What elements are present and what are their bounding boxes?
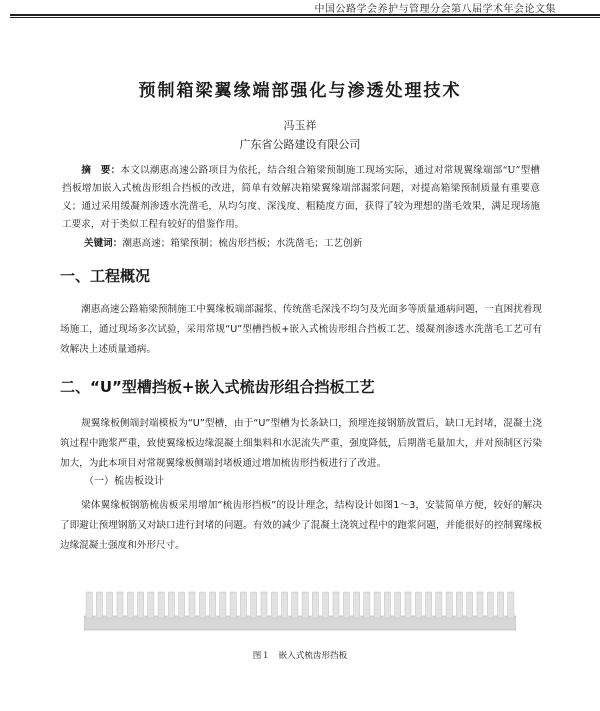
comb-tooth bbox=[333, 592, 339, 618]
subsection-heading: （一）梳齿板设计 bbox=[84, 476, 164, 487]
comb-tooth bbox=[497, 592, 503, 618]
comb-tooth bbox=[323, 592, 329, 618]
comb-tooth bbox=[508, 592, 514, 618]
comb-tooth bbox=[487, 592, 493, 618]
comb-tooth bbox=[240, 592, 246, 618]
section-1-paragraph: 潮惠高速公路箱梁预制施工中翼缘板端部漏浆、传统凿毛深浅不均匀及光面多等质量通病问题，一直困扰着现场施工，通过现场多次试验，采用常规“U”型槽挡板+嵌入式梳齿形组合挡板工艺、缓凝剂渗透水洗凿毛工艺可有效解决上述质量通病。 bbox=[60, 304, 542, 355]
keywords-text: 潮惠高速；箱梁预制；梳齿形挡板；水洗凿毛；工艺创新 bbox=[122, 238, 363, 249]
comb-tooth bbox=[302, 592, 308, 618]
comb-tooth bbox=[467, 592, 473, 618]
comb-tooth bbox=[179, 592, 185, 618]
comb-plate-figure bbox=[84, 586, 516, 638]
comb-tooth bbox=[292, 592, 298, 618]
comb-tooth bbox=[384, 592, 390, 618]
comb-tooth bbox=[281, 592, 287, 618]
comb-tooth bbox=[374, 592, 380, 618]
comb-tooth bbox=[261, 592, 267, 618]
comb-tooth bbox=[312, 592, 318, 618]
comb-tooth bbox=[436, 592, 442, 618]
section-2-paragraph: 规翼缘板侧端封端模板为“U”型槽，由于“U”型槽为长条缺口，预埋连接钢筋放置后，缺口无封堵，混凝土浇筑过程中跑浆严重，致使翼缘板边缘混凝土细集料和水泥流失严重，强度降低，后期凿毛量加大，并对预制区污染加大，为此本项目对常规翼缘板侧端封堵板通过增加梳齿形挡板进行了改进。 bbox=[60, 418, 542, 469]
comb-tooth bbox=[271, 592, 277, 618]
comb-tooth bbox=[117, 592, 123, 618]
keywords-label: 关键词： bbox=[84, 238, 123, 249]
comb-tooth bbox=[158, 592, 164, 618]
abstract-text: 本文以潮惠高速公路项目为依托，结合组合箱梁预制施工现场实际，通过对常规翼缘端部“U”型槽挡板增加嵌入式梳齿形组合挡板的改进，简单有效解决箱梁翼缘端部漏浆问题，对提高箱梁预制质量有重要意义；通过采用缓凝剂渗透水洗凿毛，从均匀度、深浅度、粗糙度方面，获得了较为理想的凿毛效果，满足现场施工要求，对于类似工程有较好的借鉴作用。 bbox=[62, 165, 540, 230]
comb-tooth bbox=[251, 592, 257, 618]
affiliation: 广东省公路建设有限公司 bbox=[239, 138, 361, 151]
comb-tooth bbox=[415, 592, 421, 618]
comb-tooth bbox=[137, 592, 143, 618]
comb-tooth bbox=[353, 592, 359, 618]
header-rule-thin bbox=[10, 17, 600, 18]
comb-tooth bbox=[199, 592, 205, 618]
section-heading-2: 二、“U”型槽挡板+嵌入式梳齿形组合挡板工艺 bbox=[60, 378, 375, 396]
abstract bbox=[62, 162, 540, 234]
comb-tooth bbox=[395, 592, 401, 618]
figure-caption: 图１ 嵌入式梳齿形挡板 bbox=[252, 651, 348, 661]
comb-tooth bbox=[148, 592, 154, 618]
comb-tooth bbox=[477, 592, 483, 618]
comb-tooth bbox=[189, 592, 195, 618]
comb-tooth bbox=[456, 592, 462, 618]
comb-tooth bbox=[209, 592, 215, 618]
comb-tooth bbox=[220, 592, 226, 618]
abstract-label: 摘 要： bbox=[81, 165, 121, 176]
subsection-paragraph: 梁体翼缘板钢筋梳齿板采用增加“梳齿形挡板”的设计理念，结构设计如图1～3，安装简单方便，较好的解决了即避让预埋钢筋又对缺口进行封堵的问题。有效的减少了混凝土浇筑过程中的跑浆问题，并能很好的控制翼缘板边缘混凝土强度和外形尺寸。 bbox=[60, 500, 542, 551]
running-head: 中国公路学会养护与管理分会第八届学术年会论文集 bbox=[314, 4, 556, 15]
comb-tooth bbox=[127, 592, 133, 618]
author: 冯玉祥 bbox=[283, 119, 317, 132]
comb-tooth bbox=[96, 592, 102, 618]
comb-tooth bbox=[364, 592, 370, 618]
comb-tooth bbox=[168, 592, 174, 618]
comb-tooth bbox=[446, 592, 452, 618]
section-heading-1: 一、工程概况 bbox=[60, 267, 151, 285]
keywords bbox=[84, 236, 554, 252]
comb-tooth bbox=[425, 592, 431, 618]
comb-tooth bbox=[107, 592, 113, 618]
paper-title: 预制箱梁翼缘端部强化与渗透处理技术 bbox=[138, 81, 462, 101]
comb-tooth bbox=[86, 592, 92, 618]
comb-teeth bbox=[86, 592, 514, 618]
comb-tooth bbox=[230, 592, 236, 618]
comb-tooth bbox=[405, 592, 411, 618]
comb-tooth bbox=[343, 592, 349, 618]
